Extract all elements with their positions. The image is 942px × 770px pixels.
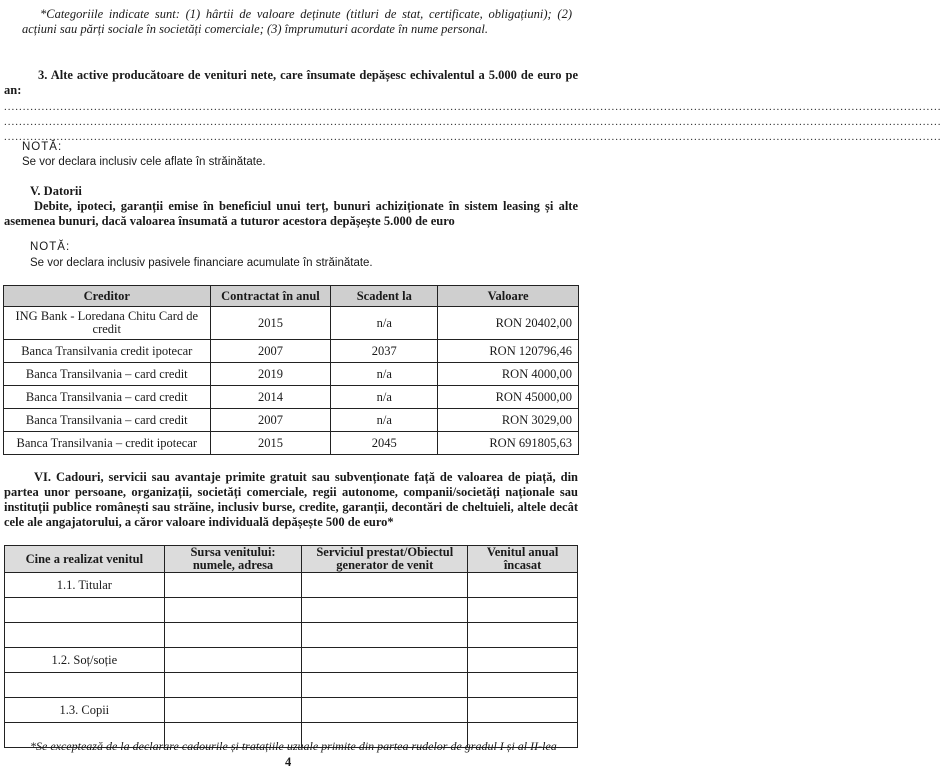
empty-cell	[468, 698, 578, 723]
empty-cell	[302, 698, 468, 723]
table-row	[4, 409, 579, 432]
empty-cell	[468, 573, 578, 598]
empty-cell	[164, 673, 302, 698]
empty-cell	[302, 598, 468, 623]
empty-cell	[468, 648, 578, 673]
creditor-cell: Banca Transilvania credit ipotecar	[4, 340, 211, 363]
table-row	[5, 598, 578, 623]
empty-cell	[5, 598, 165, 623]
section3-nota-label: NOTĂ:	[22, 141, 63, 153]
empty-cell	[468, 673, 578, 698]
section3-title: 3. Alte active producătoare de venituri nete, care însumate depășesc echivalentul a 5.000 de euro pe an:	[4, 68, 578, 97]
year-cell: 2015	[210, 307, 331, 340]
empty-cell	[5, 673, 165, 698]
debts-table-header-row	[4, 286, 579, 307]
empty-cell	[164, 623, 302, 648]
year-cell: 2014	[210, 386, 331, 409]
value-cell: RON 3029,00	[438, 409, 579, 432]
page-number: 4	[285, 755, 292, 769]
due-cell: n/a	[331, 307, 438, 340]
col-header-income: Venitul anual încasat	[468, 546, 578, 573]
value-cell: RON 120796,46	[438, 340, 579, 363]
empty-cell	[164, 698, 302, 723]
dotted-line-1: ..........................................................................................................................................................................................................................................................	[4, 101, 942, 113]
empty-cell	[302, 673, 468, 698]
year-cell: 2007	[210, 409, 331, 432]
empty-cell	[468, 598, 578, 623]
col-header-due: Scadent la	[331, 286, 438, 307]
dotted-line-2: ..........................................................................................................................................................................................................................................................	[4, 116, 942, 128]
year-cell: 2007	[210, 340, 331, 363]
value-cell: RON 691805,63	[438, 432, 579, 455]
empty-cell	[468, 623, 578, 648]
empty-cell	[164, 573, 302, 598]
table-row	[5, 623, 578, 648]
value-cell: RON 20402,00	[438, 307, 579, 340]
value-cell: RON 45000,00	[438, 386, 579, 409]
value-cell: RON 4000,00	[438, 363, 579, 386]
creditor-cell: ING Bank - Loredana Chitu Card de credit	[4, 307, 211, 340]
section5-description: Debite, ipoteci, garanții emise în beneficiul unui terț, bunuri achiziționate în sistem leasing și alte asemenea bunuri, dacă valoarea însumată a tuturor acestora depășește 5.000 de euro	[4, 199, 578, 228]
table-row	[4, 386, 579, 409]
due-cell: n/a	[331, 386, 438, 409]
table-row	[5, 648, 578, 673]
empty-cell	[302, 623, 468, 648]
table-row	[5, 673, 578, 698]
col-header-contract-year: Contractat în anul	[210, 286, 331, 307]
table-row	[5, 573, 578, 598]
empty-cell	[302, 573, 468, 598]
table-row	[5, 698, 578, 723]
col-header-source: Sursa venitului: numele, adresa	[164, 546, 302, 573]
col-header-service: Serviciul prestat/Obiectul generator de venit	[302, 546, 468, 573]
year-cell: 2019	[210, 363, 331, 386]
creditor-cell: Banca Transilvania – card credit	[4, 363, 211, 386]
col-header-creditor: Creditor	[4, 286, 211, 307]
section5-nota-label: NOTĂ:	[30, 241, 71, 253]
creditor-cell: Banca Transilvania – card credit	[4, 386, 211, 409]
due-cell: n/a	[331, 363, 438, 386]
debts-table	[3, 285, 579, 455]
section5-nota-text: Se vor declara inclusiv pasivele financiare acumulate în străinătate.	[30, 257, 373, 269]
empty-cell	[5, 623, 165, 648]
table-row	[4, 432, 579, 455]
section3-nota-text: Se vor declara inclusiv cele aflate în străinătate.	[22, 156, 266, 168]
col-header-value: Valoare	[438, 286, 579, 307]
table-row	[4, 307, 579, 340]
table-row	[4, 340, 579, 363]
due-cell: 2037	[331, 340, 438, 363]
table-row	[4, 363, 579, 386]
gifts-table	[4, 545, 578, 748]
empty-cell	[302, 648, 468, 673]
section5-title: V. Datorii	[30, 184, 82, 198]
creditor-cell: Banca Transilvania – credit ipotecar	[4, 432, 211, 455]
year-cell: 2015	[210, 432, 331, 455]
top-footnote: *Categoriile indicate sunt: (1) hârtii de valoare deținute (titluri de stat, certificate, obligațiuni); (2) acțiuni sau părți sociale în societăți comerciale; (3) împrumuturi acordate în nume personal.	[22, 7, 572, 36]
section6-title: VI. Cadouri, servicii sau avantaje primite gratuit sau subvenționate față de valoarea de piață, din partea unor persoane, organizații, societăți comerciale, regii autonome, companii/societăți naționale sau instituții publice românești sau străine, inclusiv burse, credite, garanții, decontări de cheltuieli, altele decât cele ale angajatorului, a căror valoare individuală depășește 500 de euro*	[4, 470, 578, 529]
empty-cell	[164, 648, 302, 673]
group-label: 1.3. Copii	[5, 698, 165, 723]
bottom-footnote: *Se exceptează de la declarare cadourile și tratațiile uzuale primite din partea rudelor de gradul I și al II-lea	[30, 739, 557, 753]
gifts-table-header-row	[5, 546, 578, 573]
dotted-line-3: ..........................................................................................................................................................................................................................................................	[4, 131, 942, 143]
group-label: 1.2. Soț/soție	[5, 648, 165, 673]
due-cell: 2045	[331, 432, 438, 455]
creditor-cell: Banca Transilvania – card credit	[4, 409, 211, 432]
col-header-who: Cine a realizat venitul	[5, 546, 165, 573]
due-cell: n/a	[331, 409, 438, 432]
group-label: 1.1. Titular	[5, 573, 165, 598]
empty-cell	[164, 598, 302, 623]
